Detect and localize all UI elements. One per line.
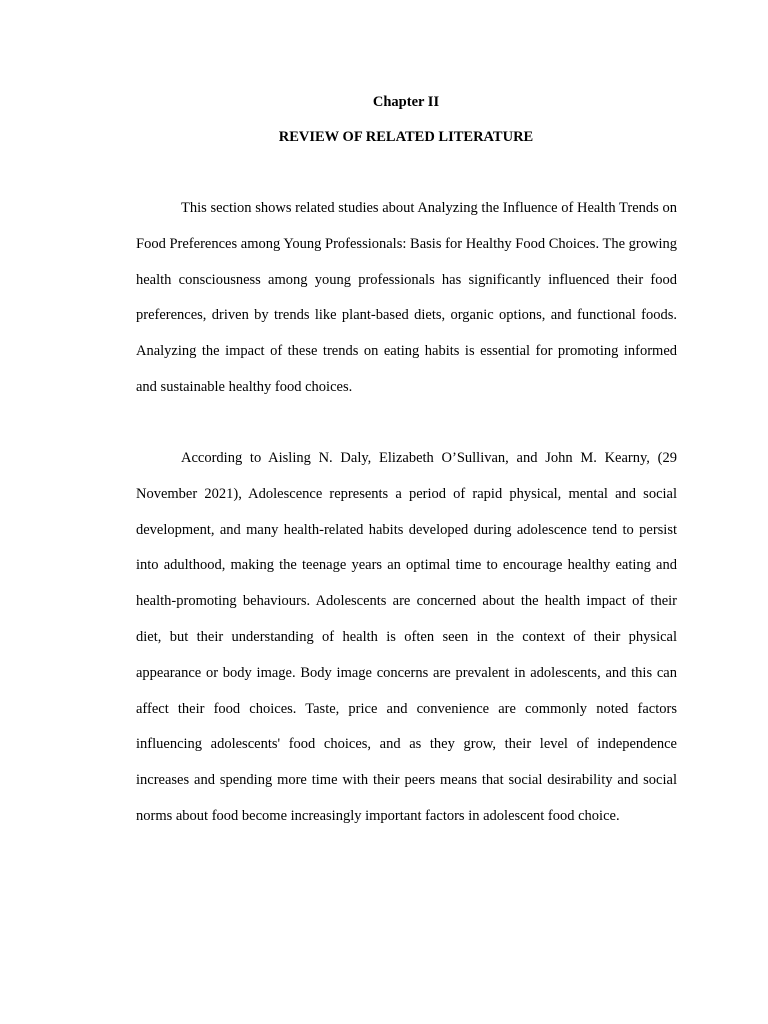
intro-paragraph: This section shows related studies about Analyzing the Influence of Health Trends on Food Preferences among Young Professionals: Basis for Healthy Food Choices. The growing health consciousness among young professionals has significantly influenced their food preferences, driven by trends like plant-based diets, organic options, and functional foods. Analyzing the impact of these trends on eating habits is essential for promoting informed and sustainable healthy food choices. xyxy=(136,200,677,395)
section-title: REVIEW OF RELATED LITERATURE xyxy=(278,129,534,145)
chapter-label: Chapter II xyxy=(372,94,440,110)
literature-paragraph: According to Aisling N. Daly, Elizabeth O’Sullivan, and John M. Kearny, (29 November 2021), Adolescence represents a period of rapid physical, mental and social development, and many health-related habits developed during adolescence tend to persist into adulthood, making the teenage years an optimal time to encourage healthy eating and health-promoting behaviours. Adolescents are concerned about the health impact of their diet, but their understanding of health is often seen in the context of their physical appearance or body image. Body image concerns are prevalent in adolescents, and this can affect their food choices. Taste, price and convenience are commonly noted factors influencing adolescents' food choices, and as they grow, their level of independence increases and spending more time with their peers means that social desirability and social norms about food become increasingly important factors in adolescent food choice. xyxy=(136,450,677,824)
